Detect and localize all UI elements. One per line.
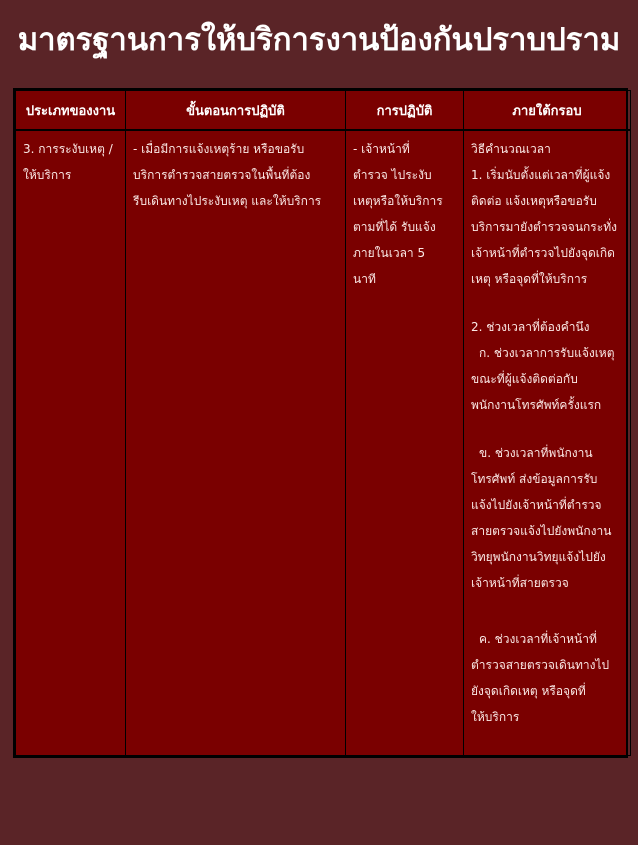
work-type-line: ให้บริการ — [23, 168, 72, 182]
header-practice: การปฏิบัติ — [346, 91, 464, 131]
practice-line: ตำรวจ ไประงับ — [353, 168, 432, 182]
practice-line: - เจ้าหน้าที่ — [353, 142, 410, 156]
header-framework: ภายใต้กรอบ — [464, 91, 631, 131]
framework-sub-b-line: สายตรวจแจ้งไปยังพนักงาน — [471, 524, 612, 538]
framework-item1-line: 1. เริ่มนับตั้งแต่เวลาที่ผู้แจ้ง — [471, 168, 611, 182]
procedure-line: รีบเดินทางไประงับเหตุ และให้บริการ — [133, 194, 322, 208]
practice-line: ตามที่ได้ รับแจ้ง — [353, 220, 436, 234]
framework-item1-line: เหตุ หรือจุดที่ให้บริการ — [471, 272, 588, 286]
framework-sub-c-line: ค. ช่วงเวลาที่เจ้าหน้าที่ — [479, 632, 597, 646]
header-procedure: ขั้นตอนการปฏิบัติ — [126, 91, 346, 131]
framework-item1-line: ติดต่อ แจ้งเหตุหรือขอรับ — [471, 194, 597, 208]
framework-method-title: วิธีคำนวณเวลา — [471, 142, 551, 156]
framework-sub-c-line: ให้บริการ — [471, 710, 520, 724]
framework-sub-b-line: แจ้งไปยังเจ้าหน้าที่ตำรวจ — [471, 498, 602, 512]
cell-procedure — [126, 130, 346, 756]
framework-item1-line: เจ้าหน้าที่ตำรวจไปยังจุดเกิด — [471, 246, 615, 260]
framework-item2-title: 2. ช่วงเวลาที่ต้องคำนึง — [471, 320, 590, 334]
procedure-line: - เมื่อมีการแจ้งเหตุร้าย หรือขอรับ — [133, 142, 305, 156]
table-header-row — [16, 91, 631, 131]
work-type-line: 3. การระงับเหตุ / — [23, 142, 113, 156]
practice-line: ภายในเวลา 5 — [353, 246, 426, 260]
cell-practice — [346, 130, 464, 756]
practice-line: นาที — [353, 272, 376, 286]
table-row — [16, 130, 631, 756]
framework-sub-a-line: ก. ช่วงเวลาการรับแจ้งเหตุ — [479, 346, 615, 360]
procedure-line: บริการตำรวจสายตรวจในพื้นที่ต้อง — [133, 168, 311, 182]
framework-sub-c-line: ยังจุดเกิดเหตุ หรือจุดที่ — [471, 684, 586, 698]
cell-framework — [464, 130, 631, 756]
page-title: มาตรฐานการให้บริการงานป้องกันปราบปราม — [17, 22, 621, 58]
framework-sub-a-line: พนักงานโทรศัพท์ครั้งแรก — [471, 398, 602, 412]
spacer — [471, 418, 623, 440]
service-standard-table — [13, 88, 628, 758]
framework-sub-a-line: ขณะที่ผู้แจ้งติดต่อกับ — [471, 372, 578, 386]
framework-sub-b-line: เจ้าหน้าที่สายตรวจ — [471, 576, 569, 590]
framework-sub-b-line: ข. ช่วงเวลาที่พนักงาน — [479, 446, 593, 460]
framework-sub-c-line: ตำรวจสายตรวจเดินทางไป — [471, 658, 610, 672]
cell-work-type — [16, 130, 126, 756]
framework-item1-line: บริการมายังตำรวจจนกระทั่ง — [471, 220, 617, 234]
spacer — [471, 596, 623, 626]
practice-line: เหตุหรือให้บริการ — [353, 194, 443, 208]
framework-sub-b-line: วิทยุพนักงานวิทยุแจ้งไปยัง — [471, 550, 606, 564]
framework-sub-b-line: โทรศัพท์ ส่งข้อมูลการรับ — [471, 472, 598, 486]
spacer — [471, 292, 623, 314]
standards-table — [15, 90, 631, 756]
header-work-type: ประเภทของงาน — [16, 91, 126, 131]
